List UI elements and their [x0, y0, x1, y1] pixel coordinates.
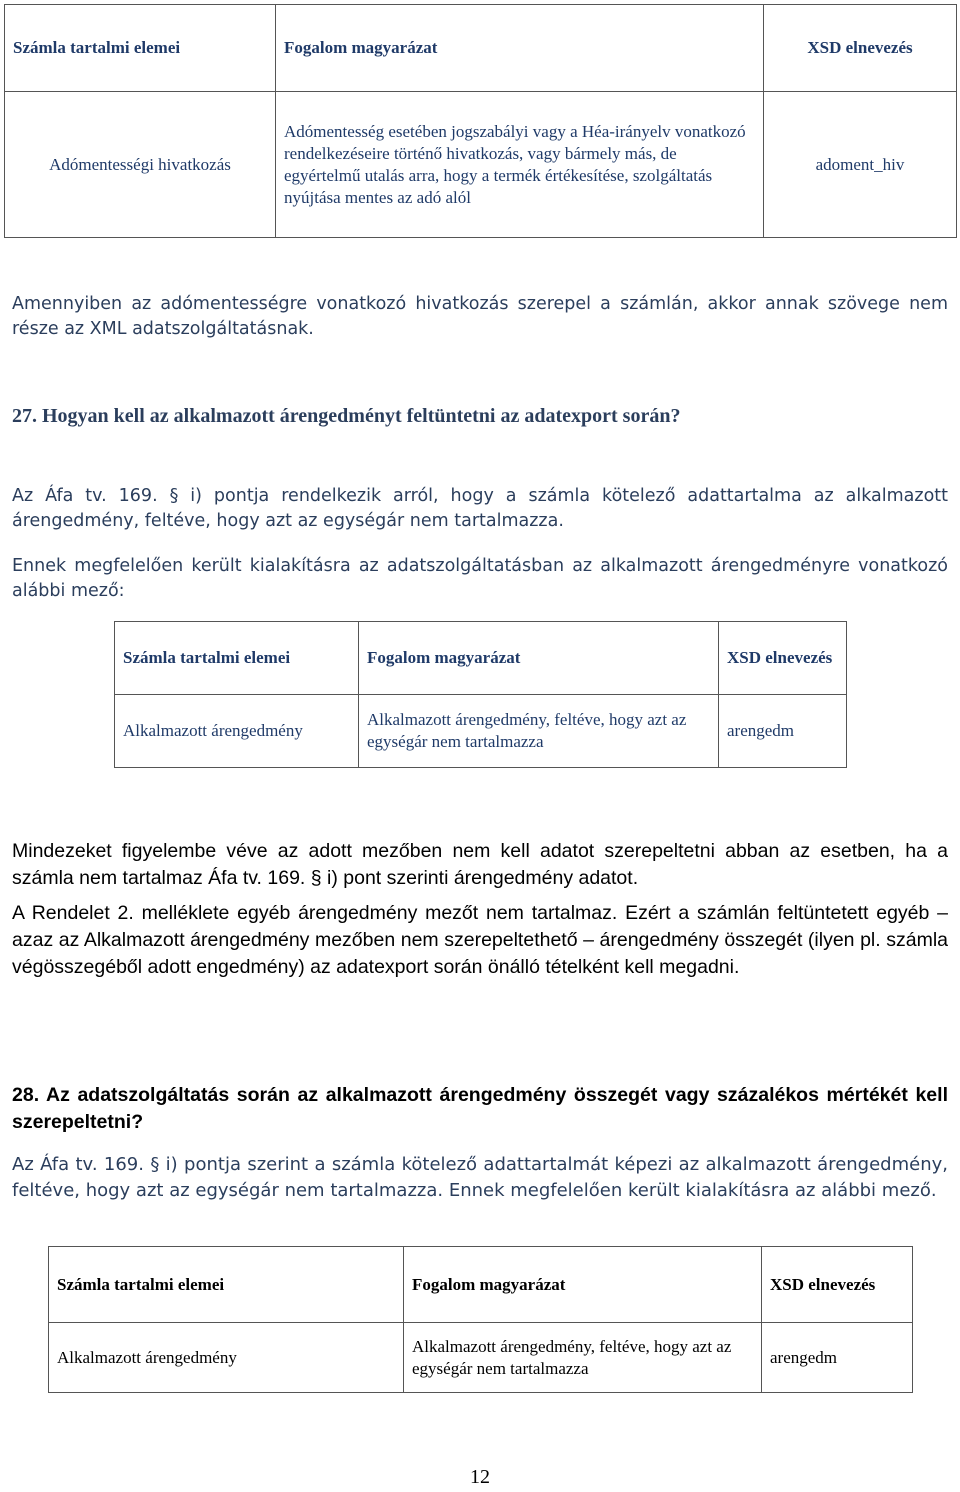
page-number: 12: [470, 1466, 490, 1488]
table-cell: Alkalmazott árengedmény, feltéve, hogy azt az egységár nem tartalmazza: [359, 695, 719, 768]
table-adomentesseg: [4, 4, 957, 238]
table-header-row: [115, 622, 847, 695]
paragraph-27-d: A Rendelet 2. melléklete egyéb árengedmény mezőt nem tartalmaz. Ezért a számlán feltüntetett egyéb – azaz az Alkalmazott árengedmény mezőben nem szerepeltethető – árengedmény összegét (ilyen pl. számla végösszegéből adott engedmény) az adatexport során önálló tételként kell megadni.: [12, 902, 948, 978]
header-cell: Fogalom magyarázat: [404, 1247, 762, 1323]
table-row: [49, 1323, 913, 1393]
table-cell: arengedm: [719, 695, 847, 768]
table-cell: Adómentességi hivatkozás: [5, 92, 276, 238]
table-cell: adoment_hiv: [764, 92, 957, 238]
heading-27: 27. Hogyan kell az alkalmazott árengedményt feltüntetni az adatexport során?: [12, 405, 681, 427]
header-cell: Számla tartalmi elemei: [5, 5, 276, 92]
header-cell: Számla tartalmi elemei: [49, 1247, 404, 1323]
header-cell: XSD elnevezés: [762, 1247, 913, 1323]
header-cell: XSD elnevezés: [764, 5, 957, 92]
table-cell: arengedm: [762, 1323, 913, 1393]
header-cell: Fogalom magyarázat: [276, 5, 764, 92]
paragraph-27-a: Az Áfa tv. 169. § i) pontja rendelkezik arról, hogy a számla kötelező adattartalma az alkalmazott árengedmény, feltéve, hogy azt az egységár nem tartalmazza.: [12, 486, 948, 531]
table-row: [5, 92, 957, 238]
header-cell: XSD elnevezés: [719, 622, 847, 695]
table-arengedmeny-1: [114, 621, 847, 768]
table-cell: Alkalmazott árengedmény, feltéve, hogy azt az egységár nem tartalmazza: [404, 1323, 762, 1393]
table-row: [115, 695, 847, 768]
header-cell: Számla tartalmi elemei: [115, 622, 359, 695]
table-header-row: [5, 5, 957, 92]
heading-28: 28. Az adatszolgáltatás során az alkalmazott árengedmény összegét vagy százalékos mértékét kell szerepeltetni?: [12, 1084, 948, 1133]
paragraph-27-c: Mindezeket figyelembe véve az adott mezőben nem kell adatot szerepeltetni abban az esetben, ha a számla nem tartalmaz Áfa tv. 169. § i) pont szerinti árengedmény adatot.: [12, 840, 948, 889]
table-cell: Adómentesség esetében jogszabályi vagy a Héa-irányelv vonatkozó rendelkezéseire történő hivatkozás, vagy bármely más, de egyértelmű utalás arra, hogy a termék értékesítése, szolgáltatás nyújtása mentes az adó alól: [276, 92, 764, 238]
table-arengedmeny-2: [48, 1246, 913, 1393]
paragraph-28: Az Áfa tv. 169. § i) pontja szerint a számla kötelező adattartalmát képezi az alkalmazott árengedmény, feltéve, hogy azt az egységár nem tartalmazza. Ennek megfelelően került kialakításra az alábbi mező.: [12, 1154, 948, 1201]
table-cell: Alkalmazott árengedmény: [115, 695, 359, 768]
table-cell: Alkalmazott árengedmény: [49, 1323, 404, 1393]
table-header-row: [49, 1247, 913, 1323]
paragraph-27-b: Ennek megfelelően került kialakításra az adatszolgáltatásban az alkalmazott árengedményre vonatkozó alábbi mező:: [12, 556, 948, 601]
paragraph-adomentesseg: Amennyiben az adómentességre vonatkozó hivatkozás szerepel a számlán, akkor annak szövege nem része az XML adatszolgáltatásnak.: [12, 294, 948, 339]
header-cell: Fogalom magyarázat: [359, 622, 719, 695]
